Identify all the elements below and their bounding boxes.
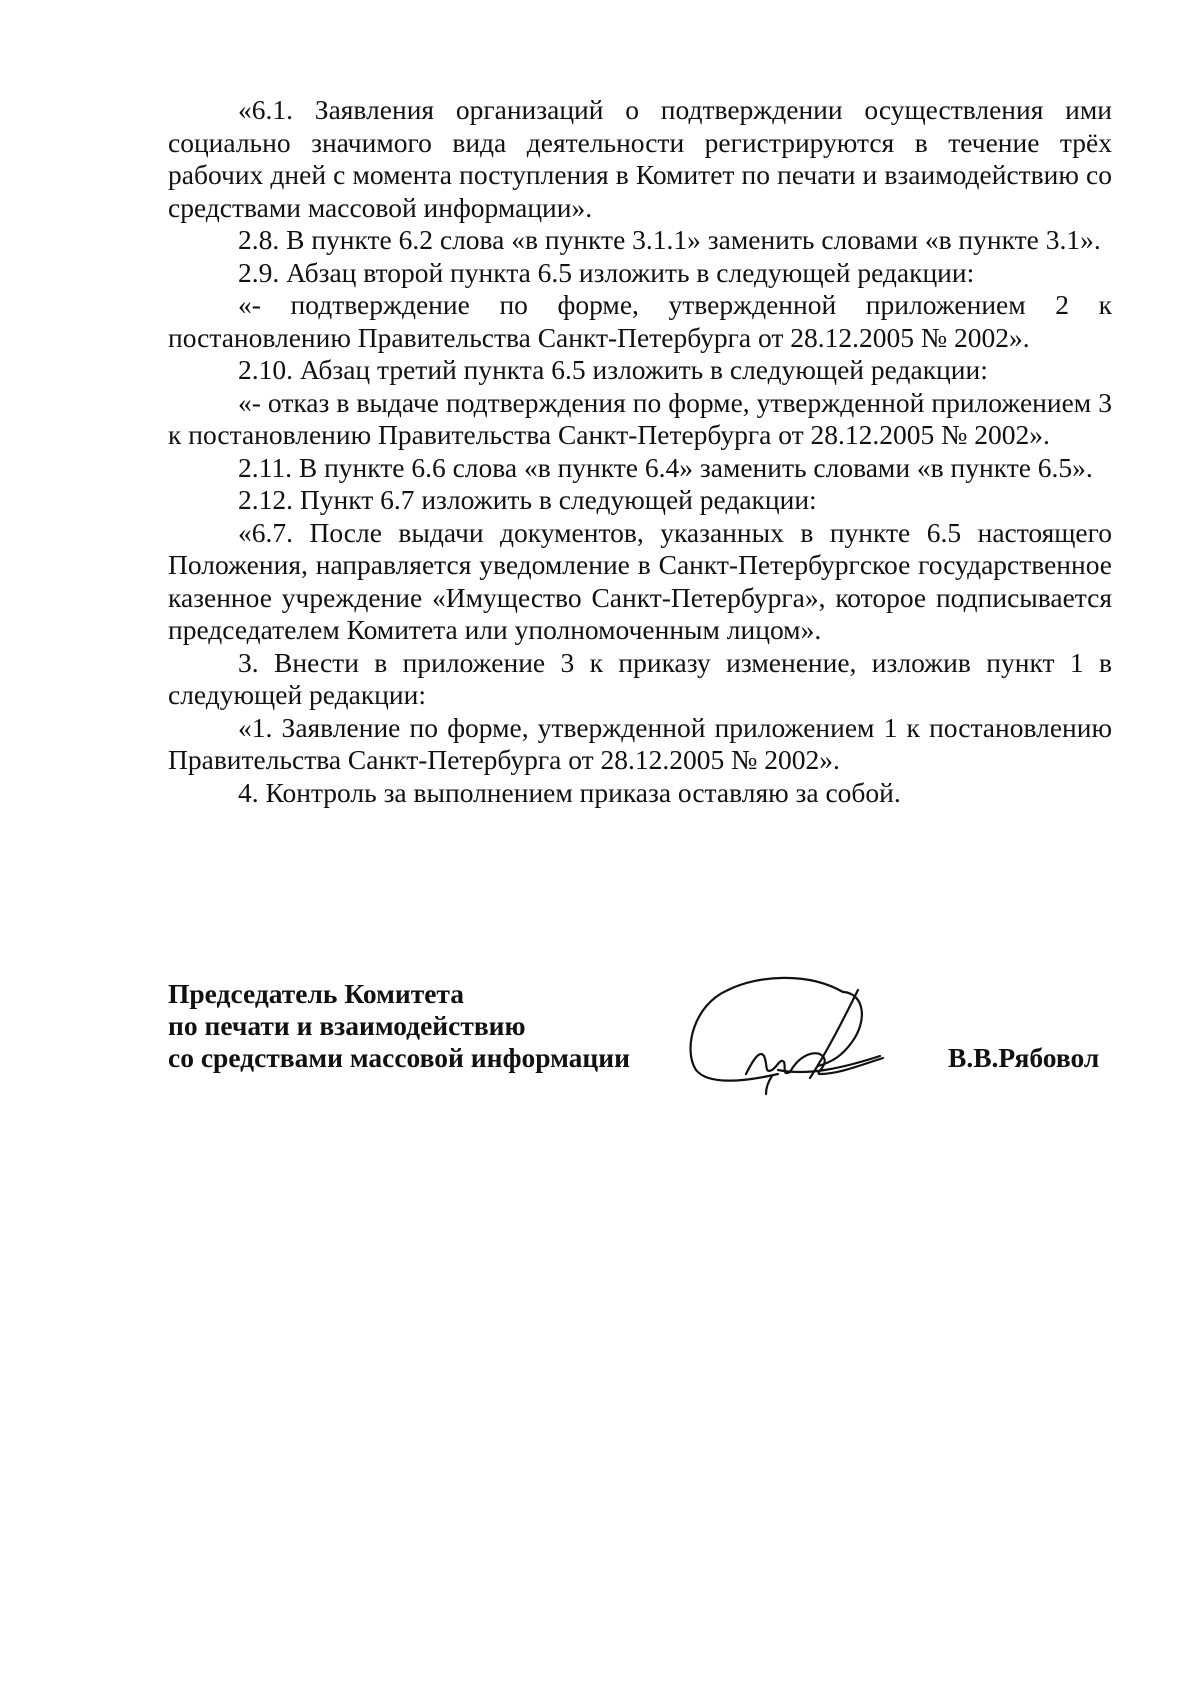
- signatory-title-line-3: со средствами массовой информации: [168, 1042, 630, 1073]
- paragraph-2-11: 2.11. В пункте 6.6 слова «в пункте 6.4» заменить словами «в пункте 6.5».: [238, 451, 1093, 483]
- signatory-title: [168, 978, 630, 1074]
- paragraph-2-9: 2.9. Абзац второй пункта 6.5 изложить в следующей редакции:: [238, 256, 975, 288]
- paragraph-2-8: 2.8. В пункте 6.2 слова «в пункте 3.1.1» заменить словами «в пункте 3.1».: [238, 224, 1101, 255]
- paragraph-6-1: «6.1. Заявления организаций о подтверждении осуществления ими социально значимого вида деятельности регистрируются в течение трёх рабочих дней с момента поступления в Комитет по печати и взаимодействию со средствами массовой информации».: [168, 94, 1112, 223]
- paragraph-4: 4. Контроль за выполнением приказа оставляю за собой.: [238, 776, 901, 808]
- paragraph-2-10-text: «- отказ в выдаче подтверждения по форме, утвержденной приложением 3 к постановлению Правительства Санкт-Петербурга от 28.12.2005 № 2002».: [168, 386, 1112, 450]
- signature-block: [168, 978, 1112, 1108]
- paragraph-2-9-text: «- подтверждение по форме, утвержденной приложением 2 к постановлению Правительства Санкт-Петербурга от 28.12.2005 № 2002».: [168, 289, 1112, 353]
- signer-name: В.В.Рябовол: [948, 1042, 1100, 1073]
- paragraph-2-10: 2.10. Абзац третий пункта 6.5 изложить в следующей редакции:: [238, 354, 988, 385]
- signatory-title-line-1: Председатель Комитета: [168, 978, 465, 1009]
- handwritten-signature: [668, 970, 898, 1100]
- signatory-title-line-2: по печати и взаимодействию: [168, 1010, 526, 1041]
- paragraph-3-text: «1. Заявление по форме, утвержденной приложением 1 к постановлению Правительства Санкт-Петербурга от 28.12.2005 № 2002».: [168, 711, 1112, 775]
- paragraph-2-12: 2.12. Пункт 6.7 изложить в следующей редакции:: [238, 484, 817, 515]
- document-body: [168, 94, 1112, 809]
- paragraph-6-7-text: «6.7. После выдачи документов, указанных в пункте 6.5 настоящего Положения, направляется уведомление в Санкт-Петербургское государственное казенное учреждение «Имущество Санкт-Петербурга», которое подписывается председателем Комитета или уполномоченным лицом».: [168, 516, 1112, 645]
- paragraph-3: 3. Внести в приложение 3 к приказу изменение, изложив пункт 1 в следующей редакции:: [168, 646, 1112, 710]
